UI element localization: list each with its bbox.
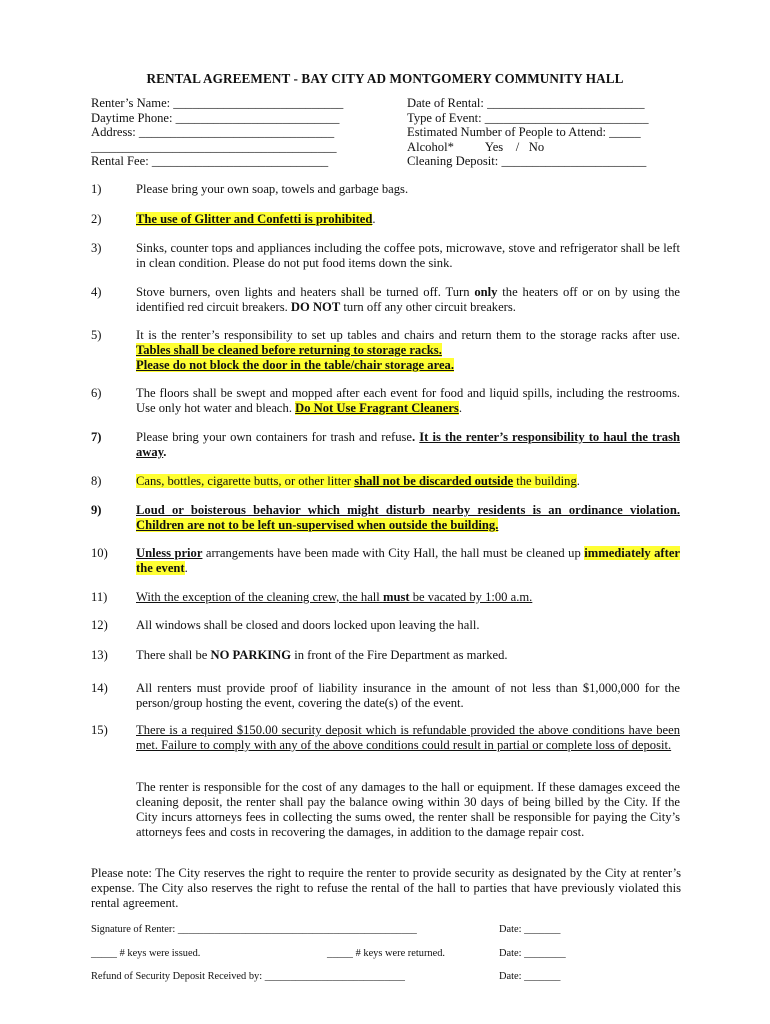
daytime-phone-field: Daytime Phone: __________________________ xyxy=(91,110,340,125)
refund-date-line: Date: _______ xyxy=(499,971,561,982)
signature-date-line: Date: _______ xyxy=(499,924,561,935)
rule-10-unless-prior: Unless prior xyxy=(136,546,203,560)
rule-9-number: 9) xyxy=(91,503,102,517)
damages-paragraph: The renter is responsible for the cost of any damages to the hall or equipment. If these damages exceed the cleaning deposit, the renter shall pay the balance owing within 30 days of being billed by the City. If the City incurs attorneys fees in collecting the sums owed, the renter shall be responsible for paying the City’s attorneys fees and costs in recovering the damages, in addition to the damage repair cost. xyxy=(136,780,680,839)
rule-4-part-e: turn off any other circuit breakers. xyxy=(340,300,516,314)
rule-9-text xyxy=(136,503,680,533)
rule-2-text: The use of Glitter and Confetti is prohibited. xyxy=(136,212,376,226)
rule-2-number: 2) xyxy=(91,212,102,226)
address-line2-field: _______________________________________ xyxy=(91,139,337,154)
keys-returned-line: _____ # keys were returned. xyxy=(327,948,446,959)
rule-8-part-a: Cans, bottles, cigarette butts, or other litter xyxy=(136,474,355,488)
rule-4-text xyxy=(136,285,680,315)
rule-10-immediately: immediately after the event xyxy=(136,546,680,575)
date-of-rental-field: Date of Rental: _________________________ xyxy=(407,96,645,110)
rule-13-no-parking: NO PARKING xyxy=(210,648,292,662)
alcohol-field: Alcohol* Yes / No xyxy=(407,139,545,154)
rule-7-number: 7) xyxy=(91,430,102,444)
refund-received-line: Refund of Security Deposit Received by: ___________________________ xyxy=(91,971,405,982)
cleaning-deposit-field: Cleaning Deposit: _______________________ xyxy=(407,154,647,169)
type-of-event-field: Type of Event: __________________________ xyxy=(407,110,649,125)
rule-13-part-c: in front of the Fire Department as marked. xyxy=(291,648,508,662)
rule-10-number: 10) xyxy=(91,546,108,560)
rule-4-part-c: the heaters off or on by using the identified red circuit breakers. xyxy=(136,285,680,314)
rule-8-number: 8) xyxy=(91,474,102,488)
estimated-people-field: Estimated Number of People to Attend: _____ xyxy=(407,125,641,140)
rule-7-responsibility: It is the renter’s responsibility to haul the trash away xyxy=(136,430,680,459)
renter-signature-line: Signature of Renter: ______________________________________________ xyxy=(91,924,417,935)
keys-issued-line: _____ # keys were issued. xyxy=(91,948,201,959)
rule-2-highlight: The use of Glitter and Confetti is prohibited xyxy=(136,212,373,226)
rule-4-only: only xyxy=(474,285,498,299)
rule-15-text: There is a required $150.00 security deposit which is refundable provided the above conditions have been met. Failure to comply with any of the above conditions could result in partial or complete loss of deposit. xyxy=(136,723,680,752)
document-title: RENTAL AGREEMENT - BAY CITY AD MONTGOMERY COMMUNITY HALL xyxy=(146,71,624,86)
rule-9-part-a: Loud or boisterous behavior which might disturb nearby residents is an ordinance violation. xyxy=(136,503,680,517)
rule-4-number: 4) xyxy=(91,285,102,299)
rule-13-text xyxy=(136,648,680,663)
rule-1-number: 1) xyxy=(91,182,102,196)
rule-6-part-a: The floors shall be swept and mopped after each event for food and liquid spills, including the restrooms. Use only hot water and bleach. xyxy=(136,386,680,415)
rule-5-part-a: It is the renter’s responsibility to set up tables and chairs and return them to the storage racks after use. xyxy=(136,328,680,342)
rule-10-text: Unless prior arrangements have been made with City Hall, the hall must be cleaned up immediately after the event. xyxy=(136,546,680,575)
rule-8-text: Cans, bottles, cigarette butts, or other litter shall not be discarded outside the building. xyxy=(136,474,580,488)
rule-12-number: 12) xyxy=(91,618,108,632)
rule-5-storage-door: Please do not block the door in the table/chair storage area. xyxy=(136,358,454,372)
rule-11-number: 11) xyxy=(91,590,108,604)
rule-11-text xyxy=(136,590,680,605)
rule-3-number: 3) xyxy=(91,241,102,255)
rule-8-outside: shall not be discarded outside xyxy=(354,474,514,488)
please-note-paragraph: Please note: The City reserves the right to require the renter to provide security as designated by the City at renter’s expense. The City also reserves the right to refuse the rental of the hall to parties that have previously violated this rental agreement. xyxy=(91,866,681,910)
rule-1-text: Please bring your own soap, towels and garbage bags. xyxy=(136,182,409,196)
rule-4-do-not: DO NOT xyxy=(290,300,341,314)
rule-11-part-a: With the exception of the cleaning crew, the hall xyxy=(136,590,383,604)
rule-6-number: 6) xyxy=(91,386,102,400)
rule-4-part-a: Stove burners, oven lights and heaters shall be turned off. Turn xyxy=(136,285,475,299)
rule-5-text xyxy=(136,328,680,373)
rule-14-text: All renters must provide proof of liability insurance in the amount of not less than $1,000,000 for the person/group hosting the event, covering the date(s) of the event. xyxy=(136,681,680,710)
rule-13-number: 13) xyxy=(91,648,108,662)
address-field: Address: _______________________________ xyxy=(91,125,335,140)
renters-name-field: Renter’s Name: ___________________________ xyxy=(91,96,344,110)
rule-6-highlight: Do Not Use Fragrant Cleaners xyxy=(295,401,459,415)
rule-7-text: Please bring your own containers for trash and refuse. It is the renter’s responsibility to haul the trash away. xyxy=(136,430,680,459)
rule-15-number: 15) xyxy=(91,723,108,737)
rule-10-part-b: arrangements have been made with City Hall, the hall must be cleaned up xyxy=(202,546,585,560)
rule-5-number: 5) xyxy=(91,328,102,342)
rule-7-part-a: Please bring your own containers for trash and refuse xyxy=(136,430,413,444)
rule-11-part-c: be vacated by 1:00 a.m. xyxy=(409,590,533,604)
rule-13-part-a: There shall be xyxy=(136,648,211,662)
rule-12-text: All windows shall be closed and doors locked upon leaving the hall. xyxy=(136,618,480,632)
rule-5-highlight: Tables shall be cleaned before returning to storage racks. xyxy=(136,343,442,357)
rule-11-must: must xyxy=(382,590,410,604)
header-left-fields xyxy=(91,96,386,169)
rental-fee-field: Rental Fee: ____________________________ xyxy=(91,154,329,169)
rule-8-part-c: the building xyxy=(513,474,577,488)
rule-14-number: 14) xyxy=(91,681,108,695)
rule-9-children: Children are not to be left un-supervised when outside the building. xyxy=(136,518,499,532)
keys-date-line: Date: ________ xyxy=(499,948,566,959)
rule-3-text: Sinks, counter tops and appliances including the coffee pots, microwave, stove and refrigerator shall be left in clean condition. Please do not put food items down the sink. xyxy=(136,241,680,270)
header-right-fields xyxy=(407,96,682,169)
rule-6-text: The floors shall be swept and mopped after each event for food and liquid spills, including the restrooms. Use only hot water and bleach. Do Not Use Fragrant Cleaners. xyxy=(136,386,680,415)
